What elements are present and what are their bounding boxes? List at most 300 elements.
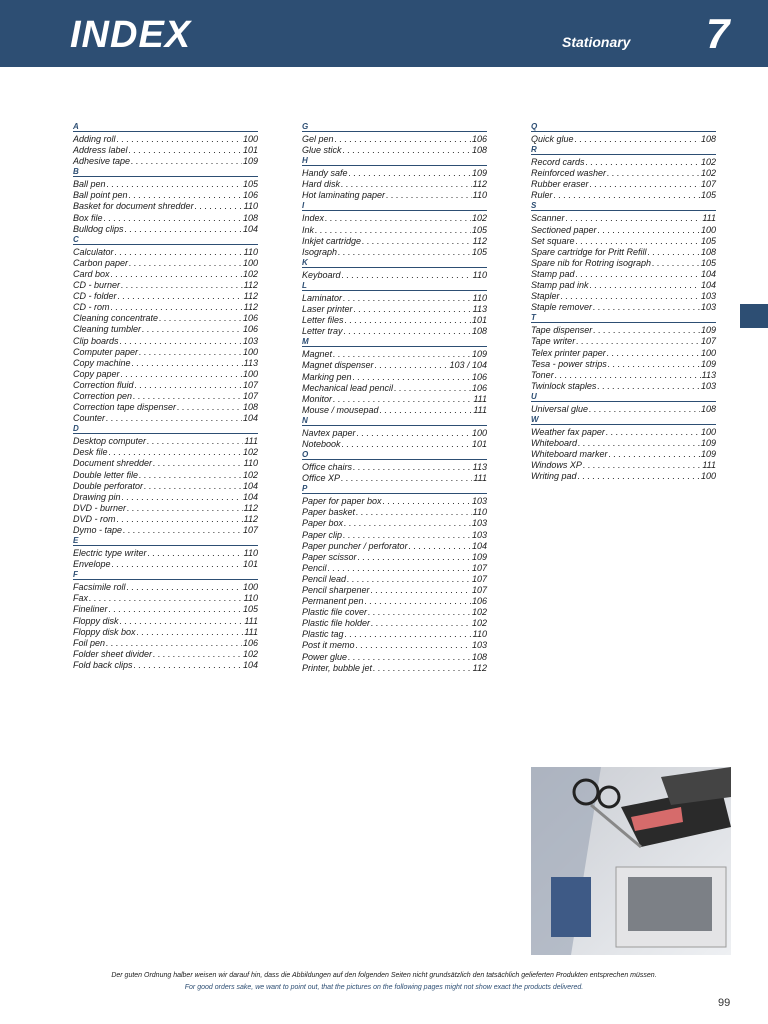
entry-name: Reinforced washer <box>531 168 607 179</box>
entry-page: 102 <box>700 157 716 168</box>
entry-name: Spare cartridge for Pritt Refill <box>531 246 647 257</box>
dot-leader <box>153 458 243 469</box>
entry-page: 109 <box>471 168 487 179</box>
index-entry <box>73 213 258 224</box>
dot-leader <box>120 616 244 627</box>
index-entry <box>73 134 258 145</box>
index-letter-heading: U <box>531 393 716 402</box>
entry-name: Navtex paper <box>302 427 356 438</box>
index-entry <box>302 552 487 563</box>
entry-name: Glue stick <box>302 145 342 156</box>
index-entry <box>302 360 487 371</box>
index-entry <box>73 593 258 604</box>
chapter-side-tab <box>740 304 768 328</box>
index-entry <box>302 179 487 190</box>
entry-page: 104 <box>471 540 487 551</box>
entry-name: Document shredder <box>73 458 153 469</box>
entry-name: Bulldog clips <box>73 223 124 234</box>
entry-name: Magnet <box>302 349 333 360</box>
entry-name: Envelope <box>73 559 111 570</box>
entry-page: 105 <box>700 235 716 246</box>
entry-page: 103 <box>700 380 716 391</box>
entry-name: Isograph <box>302 246 338 257</box>
entry-name: Marking pen <box>302 371 352 382</box>
index-entry <box>302 530 487 541</box>
dot-leader <box>342 439 471 450</box>
entry-page: 111 <box>244 615 258 626</box>
entry-page: 113 <box>701 369 716 380</box>
dot-leader <box>606 427 700 438</box>
dot-leader <box>106 638 242 649</box>
entry-name: Dymo - tape <box>73 525 123 535</box>
dot-leader <box>129 258 242 269</box>
entry-name: Spare nib for Rotring isograph <box>531 257 652 268</box>
index-entry <box>302 383 487 394</box>
entry-page: 107 <box>700 179 716 190</box>
entry-page: 108 <box>700 403 716 414</box>
index-entry <box>531 247 716 258</box>
dot-leader <box>593 325 700 336</box>
entry-name: Clip boards <box>73 335 119 346</box>
dot-leader <box>112 559 242 570</box>
entry-name: Plastic file cover <box>302 607 368 618</box>
entry-page: 108 <box>471 145 487 156</box>
index-entry <box>73 324 258 335</box>
dot-leader <box>333 394 472 405</box>
entry-page: 106 <box>242 190 258 201</box>
index-entry <box>531 449 716 460</box>
index-entry <box>531 348 716 359</box>
index-entry <box>73 402 258 413</box>
entry-page: 109 <box>700 325 716 336</box>
entry-page: 103 <box>242 335 258 346</box>
index-entry <box>531 325 716 336</box>
dot-leader <box>106 413 242 424</box>
index-letter-heading: N <box>302 417 487 426</box>
entry-page: 100 <box>700 224 716 235</box>
entry-page: 110 <box>472 292 487 303</box>
index-entry <box>302 596 487 607</box>
dot-leader <box>122 492 242 503</box>
entry-page: 109 <box>471 551 487 562</box>
dot-leader <box>575 134 700 145</box>
entry-name: Telex printer paper <box>531 347 606 358</box>
index-letter-heading: P <box>302 485 487 494</box>
dot-leader <box>134 660 242 671</box>
dot-leader <box>358 552 471 563</box>
index-entry <box>302 326 487 337</box>
entry-name: Cleaning concentrate <box>73 313 159 324</box>
entry-name: Electric type writer <box>73 548 147 559</box>
entry-page: 104 <box>700 280 716 291</box>
entry-name: Paper puncher / perforator <box>302 540 408 551</box>
index-entry <box>302 247 487 258</box>
dot-leader <box>328 563 471 574</box>
entry-page: 103 <box>471 518 487 529</box>
entry-page: 112 <box>243 280 258 291</box>
entry-name: Counter <box>73 413 106 424</box>
entry-name: Correction pen <box>73 390 133 401</box>
index-letter-heading: G <box>302 123 487 132</box>
index-entry <box>302 190 487 201</box>
index-entry <box>302 394 487 405</box>
index-entry <box>73 391 258 402</box>
index-letter-heading: S <box>531 202 716 211</box>
entry-page: 106 <box>242 637 258 648</box>
entry-page: 110 <box>472 629 487 640</box>
entry-page: 103 <box>700 291 716 302</box>
entry-name: Floppy disk <box>73 615 119 626</box>
entry-page: 106 <box>471 382 487 393</box>
dot-leader <box>357 428 471 439</box>
dot-leader <box>120 336 242 347</box>
dot-leader <box>129 190 242 201</box>
dot-leader <box>115 247 243 258</box>
dot-leader <box>593 302 700 313</box>
entry-page: 110 <box>243 201 258 212</box>
entry-page: 101 <box>471 438 487 449</box>
entry-name: Power glue <box>302 651 348 662</box>
entry-page: 110 <box>243 548 258 559</box>
entry-page: 109 <box>700 438 716 449</box>
entry-page: 102 <box>471 213 487 224</box>
index-entry <box>531 280 716 291</box>
entry-page: 109 <box>700 449 716 460</box>
entry-page: 112 <box>472 662 487 673</box>
entry-page: 105 <box>700 190 716 201</box>
entry-page: 105 <box>700 257 716 268</box>
entry-page: 112 <box>243 302 258 313</box>
entry-name: Desk file <box>73 447 108 458</box>
entry-name: Desktop computer <box>73 436 147 447</box>
index-entry <box>302 496 487 507</box>
dot-leader <box>137 627 244 638</box>
index-letter-heading: D <box>73 425 258 434</box>
dot-leader <box>583 460 701 471</box>
entry-name: Set square <box>531 235 575 246</box>
index-entry <box>73 525 258 536</box>
entry-page: 100 <box>700 426 716 437</box>
entry-name: Whiteboard marker <box>531 449 608 460</box>
entry-page: 100 <box>700 347 716 358</box>
entry-name: Pencil <box>302 562 327 573</box>
dot-leader <box>578 471 700 482</box>
entry-name: Adding roll <box>73 134 116 144</box>
entry-name: Ink <box>302 224 315 235</box>
index-entry <box>302 168 487 179</box>
entry-name: Sectioned paper <box>531 224 597 235</box>
dot-leader <box>118 291 243 302</box>
entry-name: Fineliner <box>73 604 108 615</box>
entry-page: 101 <box>471 315 487 326</box>
entry-page: 112 <box>243 291 258 302</box>
dot-leader <box>159 313 242 324</box>
entry-name: Calculator <box>73 246 114 257</box>
entry-name: Rubber eraser <box>531 179 589 190</box>
dot-leader <box>117 514 243 525</box>
dot-leader <box>371 618 471 629</box>
dot-leader <box>325 213 471 224</box>
entry-page: 111 <box>244 436 258 447</box>
dot-leader <box>354 304 472 315</box>
dot-leader <box>133 391 242 402</box>
index-entry <box>73 458 258 469</box>
dot-leader <box>111 302 243 313</box>
dot-leader <box>368 607 471 618</box>
entry-page: 108 <box>471 651 487 662</box>
entry-name: Handy safe <box>302 168 348 179</box>
index-letter-heading: W <box>531 416 716 425</box>
index-letter-heading: M <box>302 338 487 347</box>
index-entry <box>73 582 258 593</box>
entry-name: Printer, bubble jet <box>302 662 373 673</box>
dot-leader <box>315 225 471 236</box>
index-column-1 <box>73 122 258 671</box>
index-letter-heading: I <box>302 202 487 211</box>
index-entry <box>73 313 258 324</box>
dot-leader <box>344 326 471 337</box>
dot-leader <box>607 348 700 359</box>
dot-leader <box>139 470 242 481</box>
entry-page: 108 <box>700 246 716 257</box>
entry-page: 100 <box>700 471 716 482</box>
index-entry <box>73 616 258 627</box>
index-entry <box>302 652 487 663</box>
index-column-3 <box>531 122 716 482</box>
entry-page: 109 <box>242 156 258 167</box>
index-letter-heading: C <box>73 236 258 245</box>
entry-page: 100 <box>471 427 487 438</box>
dot-leader <box>597 381 700 392</box>
index-letter-heading: B <box>73 168 258 177</box>
page-number: 99 <box>718 997 731 1009</box>
entry-page: 109 <box>700 358 716 369</box>
entry-name: Computer paper <box>73 346 139 357</box>
index-entry <box>302 518 487 529</box>
dot-leader <box>598 225 700 236</box>
entry-page: 106 <box>242 313 258 324</box>
entry-page: 104 <box>242 480 258 491</box>
dot-leader <box>365 596 471 607</box>
index-letter-heading: O <box>302 451 487 460</box>
entry-page: 103 <box>471 529 487 540</box>
index-entry <box>73 413 258 424</box>
dot-leader <box>107 179 242 190</box>
dot-leader <box>125 224 242 235</box>
index-letter-heading: A <box>73 123 258 132</box>
entry-page: 103 / 104 <box>449 360 487 371</box>
entry-name: Hot laminating paper <box>302 190 386 201</box>
entry-name: Scanner <box>531 213 565 224</box>
entry-name: Post it memo <box>302 640 355 651</box>
entry-name: Gel pen <box>302 134 334 144</box>
dot-leader <box>338 247 471 258</box>
index-entry <box>73 447 258 458</box>
index-entry <box>531 157 716 168</box>
index-entry <box>302 629 487 640</box>
dot-leader <box>341 179 472 190</box>
index-entry <box>531 359 716 370</box>
dot-leader <box>127 582 242 593</box>
index-entry <box>73 358 258 369</box>
entry-page: 110 <box>243 458 258 469</box>
index-letter-heading: K <box>302 259 487 268</box>
entry-page: 103 <box>471 640 487 651</box>
entry-page: 113 <box>243 357 258 368</box>
index-entry <box>73 280 258 291</box>
dot-leader <box>648 247 700 258</box>
index-entry <box>531 258 716 269</box>
entry-page: 107 <box>471 562 487 573</box>
entry-page: 111 <box>702 460 716 471</box>
entry-page: 103 <box>471 496 487 507</box>
index-entry <box>302 304 487 315</box>
dot-leader <box>117 134 242 145</box>
dot-leader <box>121 280 243 291</box>
entry-name: Quick glue <box>531 134 574 144</box>
entry-name: Correction tape dispenser <box>73 402 177 413</box>
entry-page: 100 <box>242 368 258 379</box>
index-entry <box>73 638 258 649</box>
dot-leader <box>343 145 471 156</box>
dot-leader <box>104 213 242 224</box>
dot-leader <box>345 629 472 640</box>
index-entry <box>531 225 716 236</box>
dot-leader <box>590 179 700 190</box>
index-entry <box>73 649 258 660</box>
page-title: INDEX <box>70 14 192 56</box>
entry-page: 103 <box>700 302 716 313</box>
entry-page: 107 <box>242 390 258 401</box>
dot-leader <box>342 270 472 281</box>
index-entry <box>302 507 487 518</box>
entry-name: Windows XP <box>531 460 582 471</box>
footer-note-german: Der guten Ordnung halber weisen wir darauf hin, dass die Abbildungen auf den folgenden Seiten nicht grundsätzlich den tatsächlich gelieferten Produkten entsprechen müssen. <box>111 972 657 979</box>
entry-name: Fold back clips <box>73 659 133 670</box>
entry-page: 106 <box>242 324 258 335</box>
dot-leader <box>561 291 700 302</box>
dot-leader <box>386 190 472 201</box>
index-entry <box>302 145 487 156</box>
entry-page: 104 <box>242 223 258 234</box>
entry-name: Paper box <box>302 518 344 529</box>
entry-name: Fax <box>73 593 89 604</box>
entry-name: Box file <box>73 212 103 223</box>
entry-name: Writing pad <box>531 471 577 482</box>
entry-page: 104 <box>242 659 258 670</box>
index-entry <box>531 190 716 201</box>
dot-leader <box>375 360 449 371</box>
entry-name: Paper clip <box>302 529 343 540</box>
index-letter-heading: E <box>73 537 258 546</box>
entry-page: 111 <box>473 473 487 484</box>
index-entry <box>73 258 258 269</box>
index-entry <box>73 514 258 525</box>
index-entry <box>531 381 716 392</box>
entry-page: 106 <box>471 596 487 607</box>
entry-page: 102 <box>471 618 487 629</box>
entry-name: Universal glue <box>531 403 589 414</box>
index-entry <box>302 270 487 281</box>
index-entry <box>302 134 487 145</box>
index-entry <box>531 269 716 280</box>
index-entry <box>73 302 258 313</box>
dot-leader <box>356 640 471 651</box>
dot-leader <box>123 525 242 536</box>
entry-name: Card box <box>73 268 110 279</box>
entry-name: Ball point pen <box>73 190 128 201</box>
entry-name: CD - folder <box>73 291 117 302</box>
index-entry <box>73 548 258 559</box>
entry-name: Address label <box>73 145 128 156</box>
dot-leader <box>111 269 242 280</box>
entry-name: Floppy disk box <box>73 626 136 637</box>
dot-leader <box>333 349 471 360</box>
index-entry <box>302 541 487 552</box>
entry-page: 112 <box>243 513 258 524</box>
index-entry <box>73 190 258 201</box>
index-entry <box>73 559 258 570</box>
index-entry <box>531 471 716 482</box>
entry-page: 100 <box>242 346 258 357</box>
index-entry <box>73 470 258 481</box>
index-entry <box>302 473 487 484</box>
entry-name: Stamp pad ink <box>531 280 589 291</box>
index-entry <box>73 156 258 167</box>
entry-page: 108 <box>471 326 487 337</box>
dot-leader <box>121 369 242 380</box>
page-header <box>0 0 768 67</box>
index-entry <box>531 134 716 145</box>
entry-page: 107 <box>471 585 487 595</box>
entry-name: Record cards <box>531 157 585 168</box>
index-entry <box>531 460 716 471</box>
index-entry <box>73 604 258 615</box>
dot-leader <box>576 336 700 347</box>
dot-leader <box>609 449 700 460</box>
dot-leader <box>362 236 472 247</box>
entry-page: 105 <box>242 179 258 190</box>
entry-name: Folder sheet divider <box>73 648 153 659</box>
office-supplies-photo <box>531 767 731 955</box>
index-entry <box>302 293 487 304</box>
dot-leader <box>608 359 700 370</box>
dot-leader <box>127 503 243 514</box>
index-entry <box>73 481 258 492</box>
entry-page: 110 <box>243 593 258 604</box>
entry-page: 104 <box>242 491 258 502</box>
entry-name: Carbon paper <box>73 257 129 268</box>
index-letter-heading: Q <box>531 123 716 132</box>
dot-leader <box>371 585 471 596</box>
entry-name: CD - rom <box>73 302 110 313</box>
dot-leader <box>139 347 242 358</box>
dot-leader <box>335 134 471 145</box>
dot-leader <box>356 507 472 518</box>
photo-illustration <box>531 767 731 955</box>
entry-name: Laminator <box>302 292 343 303</box>
dot-leader <box>373 663 472 674</box>
index-entry <box>302 428 487 439</box>
dot-leader <box>129 145 242 156</box>
index-column-2 <box>302 122 487 674</box>
index-entry <box>73 201 258 212</box>
entry-name: Plastic file holder <box>302 618 371 629</box>
entry-name: Ball pen <box>73 179 106 190</box>
entry-page: 111 <box>473 404 487 415</box>
dot-leader <box>148 548 243 559</box>
index-entry <box>73 247 258 258</box>
